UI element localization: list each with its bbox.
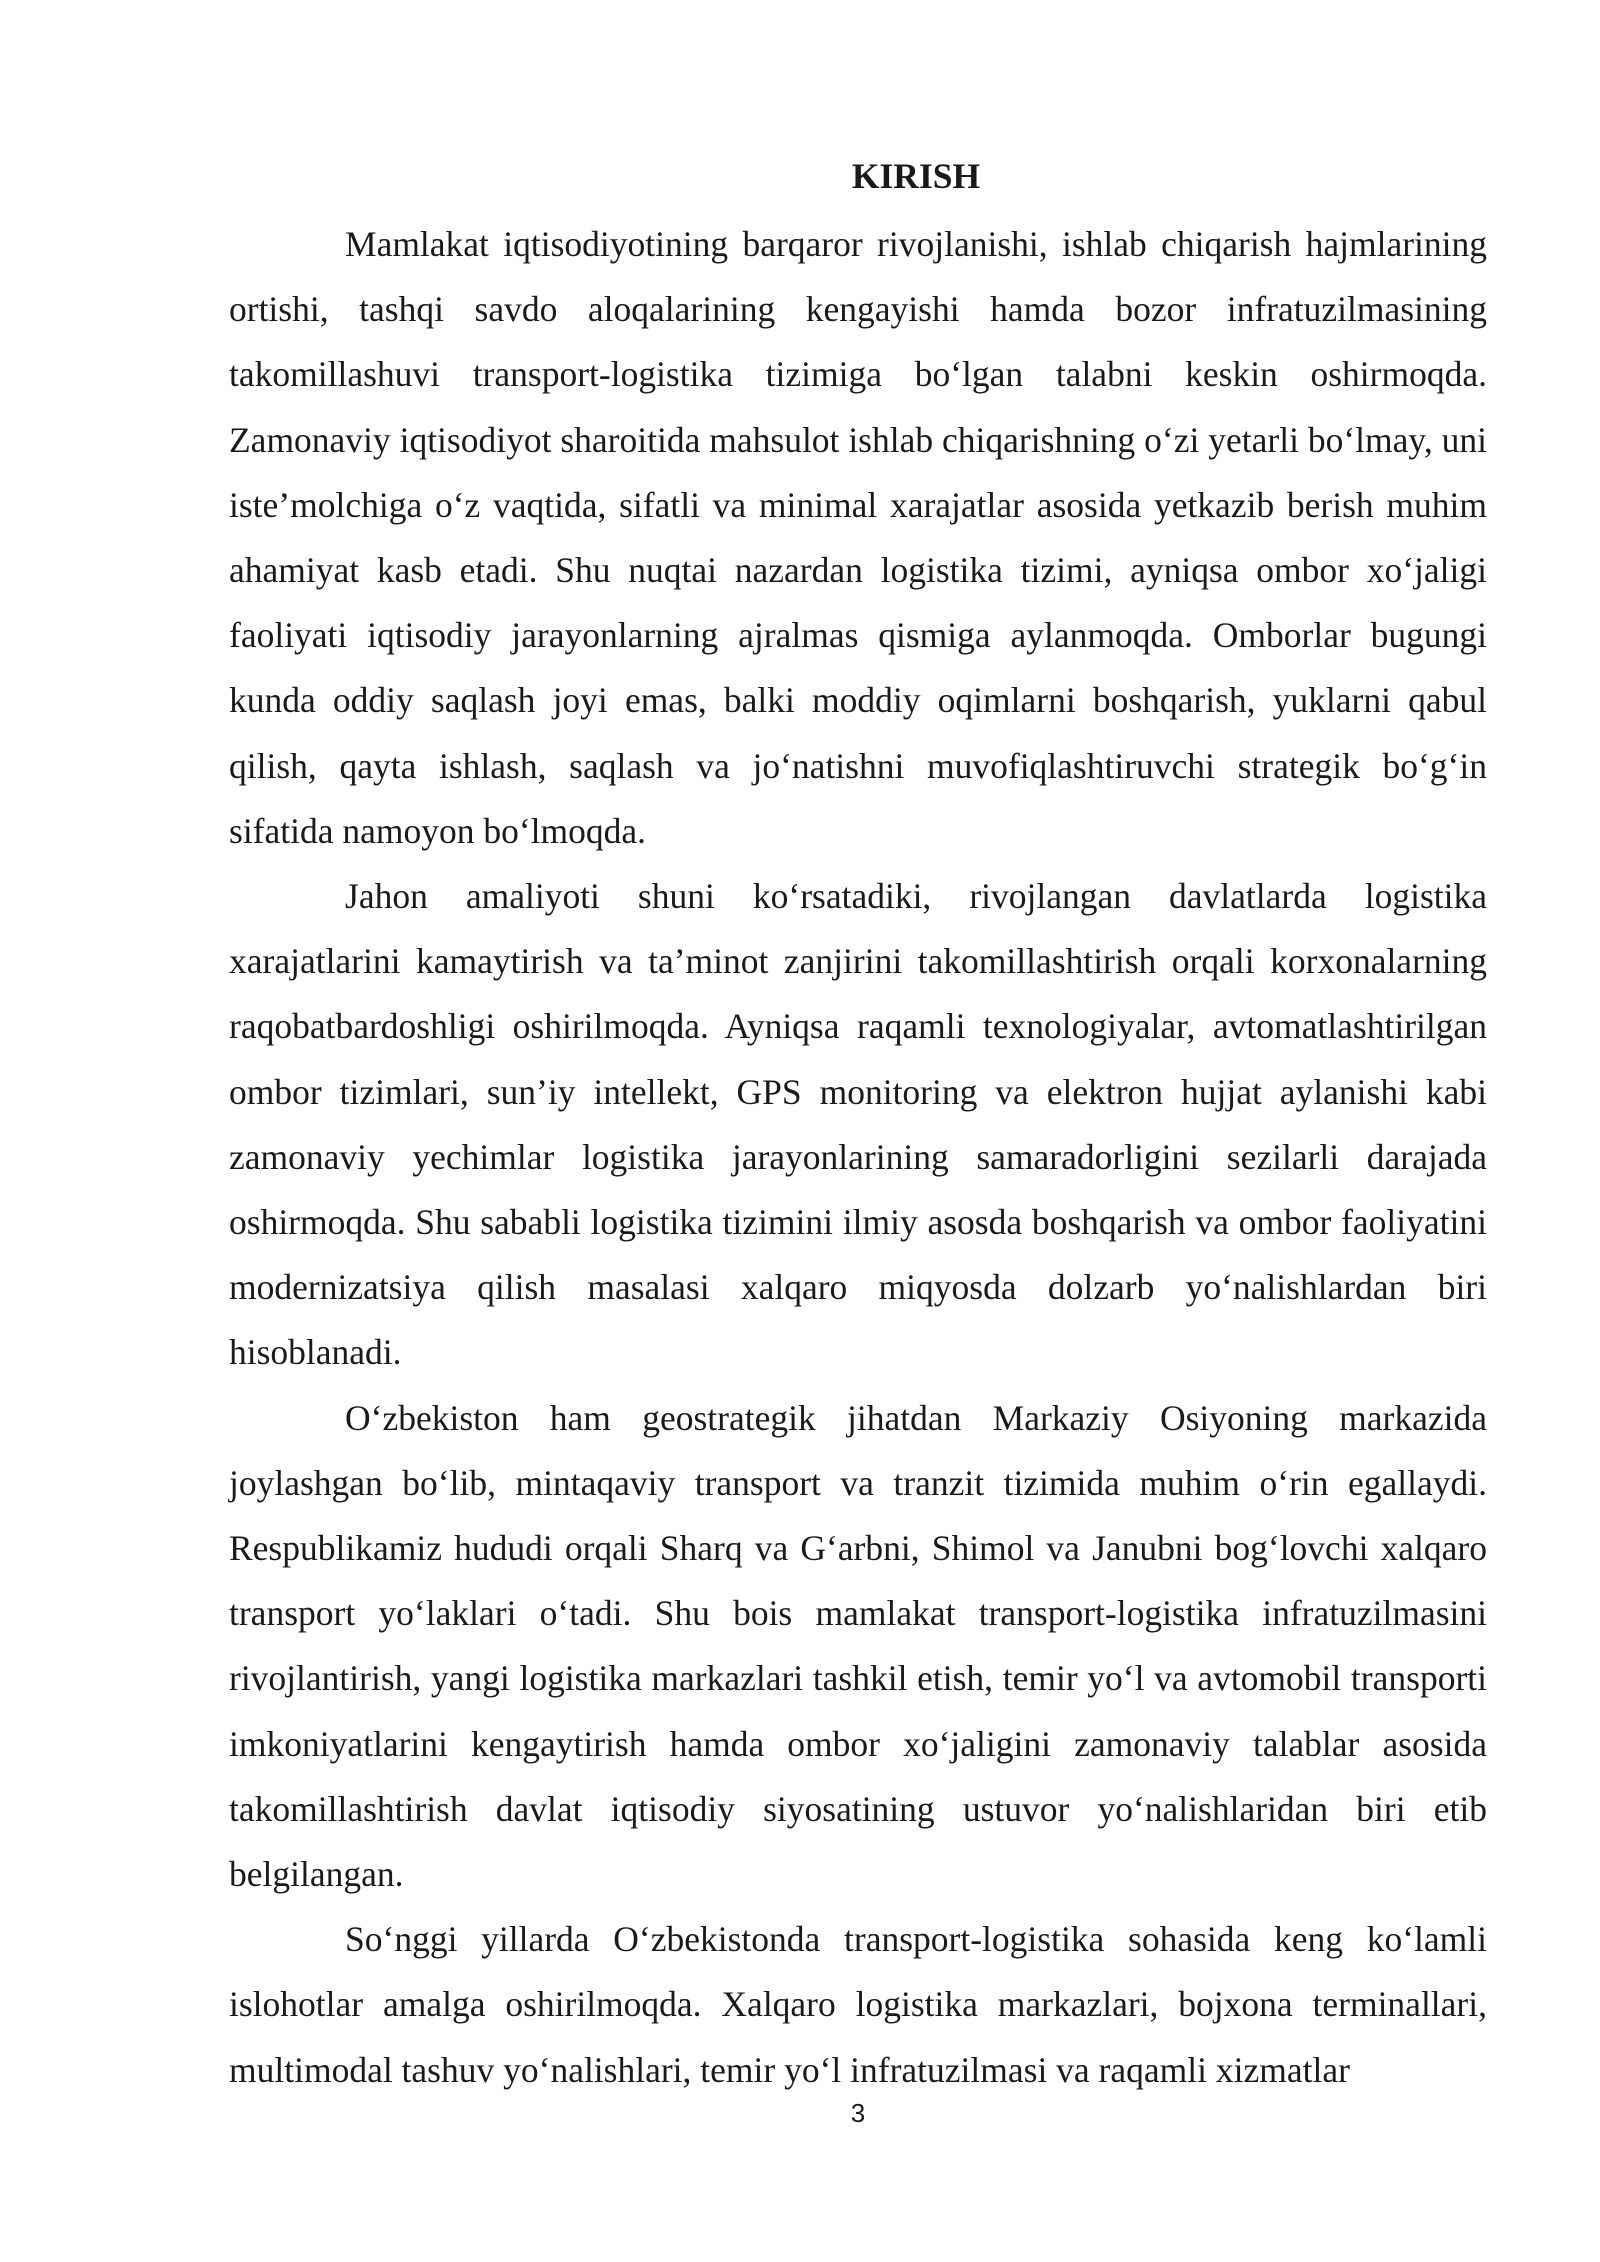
paragraph-1: Mamlakat iqtisodiyotining barqaror rivojlanishi, ishlab chiqarish hajmlarining ortishi, tashqi savdo aloqalarining kengayishi hamda bozor infratuzilmasining takomillashuvi transport-logistika tizimiga bo‘lgan talabni keskin oshirmoqda. Zamonaviy iqtisodiyot sharoitida mahsulot ishlab chiqarishning o‘zi yetarli bo‘lmay, uni iste’molchiga o‘z vaqtida, sifatli va minimal xarajatlar asosida yetkazib berish muhim ahamiyat kasb etadi. Shu nuqtai nazardan logistika tizimi, ayniqsa ombor xo‘jaligi faoliyati iqtisodiy jarayonlarning ajralmas qismiga aylanmoqda. Omborlar bugungi kunda oddiy saqlash joyi emas, balki moddiy oqimlarni boshqarish, yuklarni qabul qilish, qayta ishlash, saqlash va jo‘natishni muvofiqlashtiruvchi strategik bo‘g‘in sifatida namoyon bo‘lmoqda. [229, 224, 1487, 851]
section-title: KIRISH [851, 156, 981, 196]
paragraph-2: Jahon amaliyoti shuni ko‘rsatadiki, rivojlangan davlatlarda logistika xarajatlarini kamaytirish va ta’minot zanjirini takomillashtirish orqali korxonalarning raqobatbardoshligi oshirilmoqda. Ayniqsa raqamli texnologiyalar, avtomatlashtirilgan ombor tizimlari, sun’iy intellekt, GPS monitoring va elektron hujjat aylanishi kabi zamonaviy yechimlar logistika jarayonlarining samaradorligini sezilarli darajada oshirmoqda. Shu sababli logistika tizimini ilmiy asosda boshqarish va ombor faoliyatini modernizatsiya qilish masalasi xalqaro miqyosda dolzarb yo‘nalishlardan biri hisoblanadi. [229, 876, 1487, 1373]
page-number: 3 [850, 2098, 866, 2128]
paragraph-3: O‘zbekiston ham geostrategik jihatdan Markaziy Osiyoning markazida joylashgan bo‘lib, mintaqaviy transport va tranzit tizimida muhim o‘rin egallaydi. Respublikamiz hududi orqali Sharq va G‘arbni, Shimol va Janubni bog‘lovchi xalqaro transport yo‘laklari o‘tadi. Shu bois mamlakat transport-logistika infratuzilmasini rivojlantirish, yangi logistika markazlari tashkil etish, temir yo‘l va avtomobil transporti imkoniyatlarini kengaytirish hamda ombor xo‘jaligini zamonaviy talablar asosida takomillashtirish davlat iqtisodiy siyosatining ustuvor yo‘nalishlaridan biri etib belgilangan. [229, 1397, 1487, 1895]
paragraph-4: So‘nggi yillarda O‘zbekistonda transport-logistika sohasida keng ko‘lamli islohotlar amalga oshirilmoqda. Xalqaro logistika markazlari, bojxona terminallari, multimodal tashuv yo‘nalishlari, temir yo‘l infratuzilmasi va raqamli xizmatlar [229, 1919, 1487, 2090]
page-content [229, 148, 1487, 2103]
